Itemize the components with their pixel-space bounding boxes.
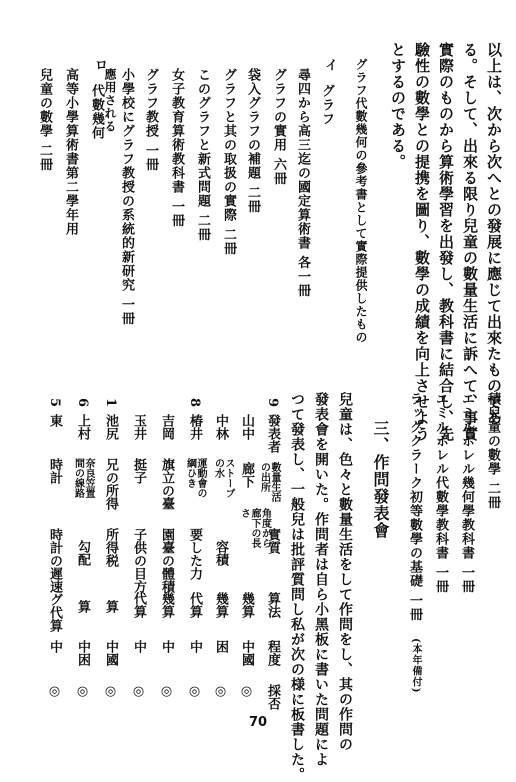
row-mark: ◎ xyxy=(213,684,228,699)
row-level: 中國 xyxy=(103,640,118,666)
row-origin: 廊下 xyxy=(239,462,254,488)
row-level: 中國 xyxy=(239,640,254,666)
row-presenter: 東 xyxy=(47,414,62,427)
row-level: 中 xyxy=(159,640,174,653)
row-topic: 幾算 xyxy=(159,592,174,618)
book-item: エミルボレル代數學教科書 一冊 xyxy=(433,392,448,594)
section-title: 三、作問發表會 xyxy=(371,420,390,539)
row-level: 中困 xyxy=(75,640,90,666)
row-topic: 幾算 xyxy=(239,592,254,618)
list-item: 袋入グラフの補題 二冊 xyxy=(245,68,260,214)
paragraph-line: 驗性の數學との提携を圖り、數學の成績を向上させよう xyxy=(413,42,431,442)
row-presenter: 池尻 xyxy=(103,414,118,440)
row-origin: 奈良笠置間の線路 xyxy=(72,458,94,498)
row-number: 1 xyxy=(103,398,118,408)
list-item: 代數幾何 xyxy=(89,84,104,140)
list-item: 高等小學算術書第二學年用 xyxy=(63,68,78,236)
book-item: ラッグクラーク初等數學の基礎 一冊 xyxy=(407,392,422,622)
row-substance: 角度から廊下の長さ xyxy=(238,508,271,548)
header-origin: 數量生活の出所 xyxy=(258,462,280,502)
row-number: 8 xyxy=(187,398,202,408)
row-level: 中 xyxy=(47,640,62,653)
list-item: このグラフと新式問題 二冊 xyxy=(195,68,210,242)
page-number: 70 xyxy=(248,715,268,730)
header-presenter: 發表者 xyxy=(265,414,280,453)
row-level: 困 xyxy=(213,640,228,653)
row-origin: 旗立の臺 xyxy=(159,458,174,510)
row-topic: 算 xyxy=(75,600,90,613)
row-presenter: 山中 xyxy=(239,414,254,440)
row-mark: ◎ xyxy=(103,684,118,699)
row-mark: ◎ xyxy=(187,684,202,699)
row-origin: 挺子 xyxy=(131,458,146,484)
row-substance: 所得税 xyxy=(103,528,118,567)
row-number: 5 xyxy=(47,398,62,408)
paragraph-line: る。そして、出來る限り兒童の數量生活に訴へて、事實 xyxy=(461,42,479,442)
list-item: 尋四から高三迄の國定算術書 各一冊 xyxy=(295,68,310,298)
row-substance: 園臺の體積 xyxy=(159,528,174,593)
row-mark: ◎ xyxy=(239,684,254,699)
book-item: 積兒童の數學 二冊 xyxy=(485,392,500,510)
header-level: 程度 xyxy=(265,640,280,666)
header-topic: 算法 xyxy=(265,592,280,618)
row-topic: 代算 xyxy=(131,592,146,618)
row-mark: ◎ xyxy=(131,684,146,699)
list-item: 應用される xyxy=(103,68,117,133)
paragraph-line: とするのである。 xyxy=(389,42,407,170)
header-mark: 採否 xyxy=(265,684,280,710)
paragraph-line: 兒童は、色々と數量生活をして作問をし、其の作問の xyxy=(337,392,353,752)
row-presenter: 中林 xyxy=(213,414,228,440)
row-substance: 子供の目方 xyxy=(131,528,146,593)
row-presenter: 椿井 xyxy=(187,414,202,440)
row-mark: ◎ xyxy=(75,684,90,699)
row-presenter: 上村 xyxy=(75,414,90,440)
row-substance: 時計の遲速グ代算 xyxy=(47,528,62,632)
list-item: 兒童の數學 二冊 xyxy=(37,68,52,172)
list-item: 小學校にグラフ教授の系統的新研究 一冊 xyxy=(119,68,134,326)
row-level: 中 xyxy=(187,640,202,653)
paragraph-line: つて發表し、一般兒は批評質問し私が次の様に板書した。 xyxy=(289,392,305,782)
row-topic: 算 xyxy=(103,600,118,613)
row-substance: 要した力 xyxy=(187,528,202,580)
row-number: 6 xyxy=(75,398,90,408)
section-heading: グラフ代數幾何の參考書として實際提供したもの xyxy=(354,58,368,344)
row-mark: ◎ xyxy=(47,684,62,699)
book-note: (本年備付) xyxy=(410,638,421,694)
list-item: グラフと其の取扱の實際 二冊 xyxy=(221,68,236,256)
row-substance: 勾配 xyxy=(75,540,90,566)
row-level: 中 xyxy=(131,640,146,653)
row-origin: 兄の所得 xyxy=(103,458,118,510)
paragraph-line: 發表會を開いた。作問者は自ら小黑板に書いた問題によ xyxy=(313,392,329,767)
row-topic: 代算 xyxy=(187,592,202,618)
row-origin: ストーブの水 xyxy=(212,458,234,498)
row-topic: 幾算 xyxy=(213,592,228,618)
paragraph-line: 實際のものから算術學習を出發し、教科書に結合し、先 xyxy=(437,42,455,442)
section-marker-ro: ロ xyxy=(92,58,107,71)
row-origin: 運動會の綱ひき xyxy=(184,458,206,498)
list-item: グラフ xyxy=(319,84,334,126)
section-marker-i: イ xyxy=(322,58,337,71)
list-item: グラフの實用 六冊 xyxy=(271,68,286,186)
book-item: エミルボレル幾何學教科書 一冊 xyxy=(459,392,474,594)
row-presenter: 玉井 xyxy=(131,414,146,440)
row-substance: 容積 xyxy=(213,540,228,566)
header-number: 9 xyxy=(265,398,280,408)
list-item: 女子教育算術教科書 一冊 xyxy=(169,68,184,228)
row-origin: 時計 xyxy=(47,458,62,484)
paragraph-line: 以上は、次から次へとの發展に應じて出來たものであ xyxy=(485,42,503,426)
row-presenter: 吉岡 xyxy=(159,414,174,440)
row-mark: ◎ xyxy=(159,684,174,699)
list-item: グラフ教授 一冊 xyxy=(143,68,158,172)
header-substance: 實質 xyxy=(265,528,280,554)
